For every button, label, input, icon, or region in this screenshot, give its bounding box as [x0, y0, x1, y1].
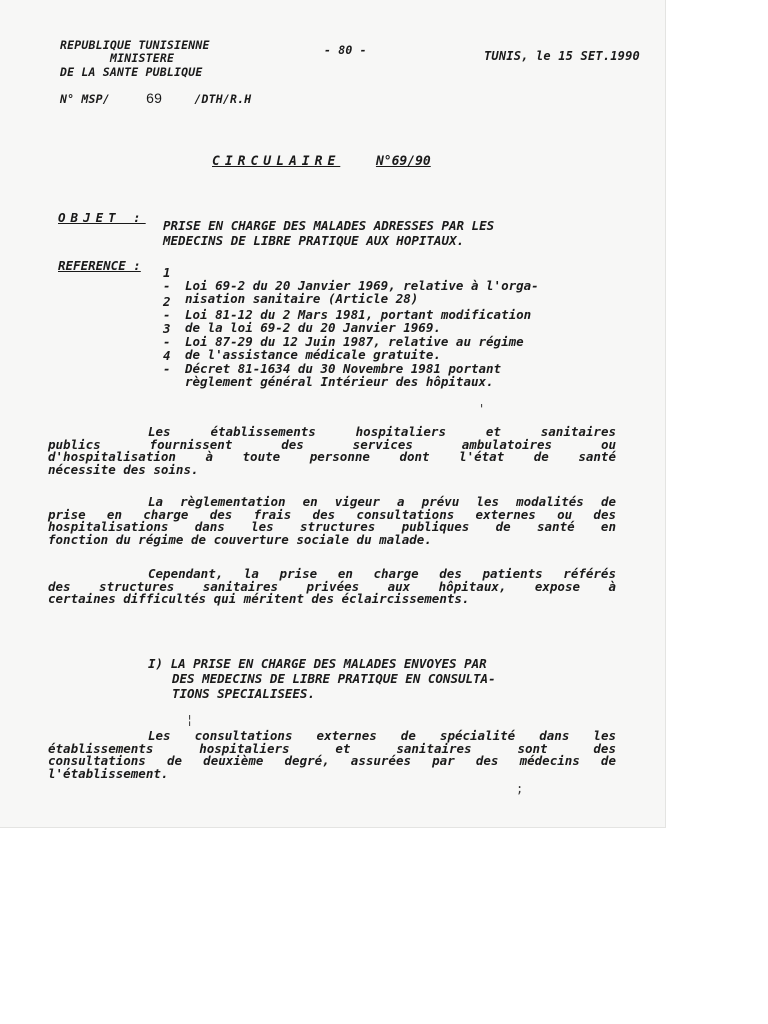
- paragraph-3-line-2: des structures sanitaires privées aux hôpitaux, expose à: [48, 578, 616, 594]
- paragraph-2-line-3: hospitalisations dans les structures publiques de santé en: [48, 519, 616, 534]
- paragraph-4-line-4: l'établissement.: [48, 765, 169, 781]
- paragraph-3: [48, 568, 616, 606]
- reference-number-line: [60, 92, 251, 106]
- object-text: [163, 219, 494, 247]
- object-label: OBJET :: [58, 210, 146, 225]
- header-ministry-name: DE LA SANTE PUBLIQUE: [60, 65, 203, 79]
- reference-number: 69: [146, 90, 163, 106]
- page-number: - 80 -: [324, 43, 367, 57]
- paragraph-4-line-2: établissements hospitaliers et sanitaires sont des: [48, 740, 616, 756]
- reference-item-3: 3 - Loi 87-29 du 12 Juin 1987, relative au régime de l'assistance médicale gratuite.: [163, 321, 524, 362]
- header-ministry: MINISTERE: [110, 51, 175, 65]
- paragraph-4-line-1: Les consultations externes de spécialité dans les: [148, 728, 616, 743]
- reference-item-1: 1 - Loi 69-2 du 20 Janvier 1969, relative à l'orga- nisation sanitaire (Article 28): [163, 265, 539, 306]
- stray-mark: ': [478, 402, 486, 416]
- paragraph-2-line-4: fonction du régime de couverture sociale du malade.: [48, 531, 432, 547]
- circular-number: N°69/90: [375, 154, 431, 169]
- stray-mark: ;: [516, 782, 524, 796]
- paragraph-4: [48, 730, 616, 780]
- circular-title: [212, 154, 431, 169]
- paragraph-2: [48, 496, 616, 546]
- reference-label: REFERENCE :: [58, 258, 141, 273]
- reference-prefix: N° MSP/: [60, 92, 110, 106]
- section-1-line-1: I) LA PRISE EN CHARGE DES MALADES ENVOYES PAR: [148, 656, 487, 671]
- stray-mark: ¦: [186, 713, 194, 727]
- paragraph-4-line-3: consultations de deuxième degré, assurées par des médecins de: [48, 753, 616, 768]
- section-1-line-2: DES MEDECINS DE LIBRE PRATIQUE EN CONSULTA-: [172, 671, 496, 686]
- object-line-2: MEDECINS DE LIBRE PRATIQUE AUX HOPITAUX.: [163, 233, 465, 248]
- section-1-line-3: TIONS SPECIALISEES.: [172, 686, 315, 701]
- paragraph-1-line-3: d'hospitalisation à toute personne dont l'état de santé: [48, 449, 616, 464]
- reference-item-4: 4 - Décret 81-1634 du 30 Novembre 1981 portant règlement général Intérieur des hôpitaux.: [163, 348, 502, 389]
- section-1-title: [148, 656, 578, 701]
- header-country: REPUBLIQUE TUNISIENNE: [60, 38, 210, 52]
- circular-label: CIRCULAIRE: [212, 154, 341, 169]
- paragraph-1-line-1: Les établissements hospitaliers et sanitaires: [148, 424, 616, 439]
- paragraph-1: [48, 426, 616, 476]
- place-date: TUNIS, le 15 SET.1990: [484, 49, 640, 63]
- paragraph-2-line-2: prise en charge des frais des consultations externes ou des: [48, 506, 616, 522]
- paragraph-3-line-1: Cependant, la prise en charge des patients référés: [148, 566, 616, 581]
- paragraph-1-line-4: nécessite des soins.: [48, 461, 199, 477]
- reference-item-2: 2 - Loi 81-12 du 2 Mars 1981, portant modification de la loi 69-2 du 20 Janvier 1969.: [163, 294, 532, 335]
- paragraph-2-line-1: La règlementation en vigeur a prévu les modalités de: [148, 494, 616, 509]
- object-line-1: PRISE EN CHARGE DES MALADES ADRESSES PAR LES: [163, 218, 495, 233]
- reference-suffix: /DTH/R.H: [194, 92, 252, 106]
- paragraph-3-line-3: certaines difficultés qui méritent des éclaircissements.: [48, 591, 470, 606]
- paragraph-1-line-2: publics fournissent des services ambulatoires ou: [48, 436, 616, 452]
